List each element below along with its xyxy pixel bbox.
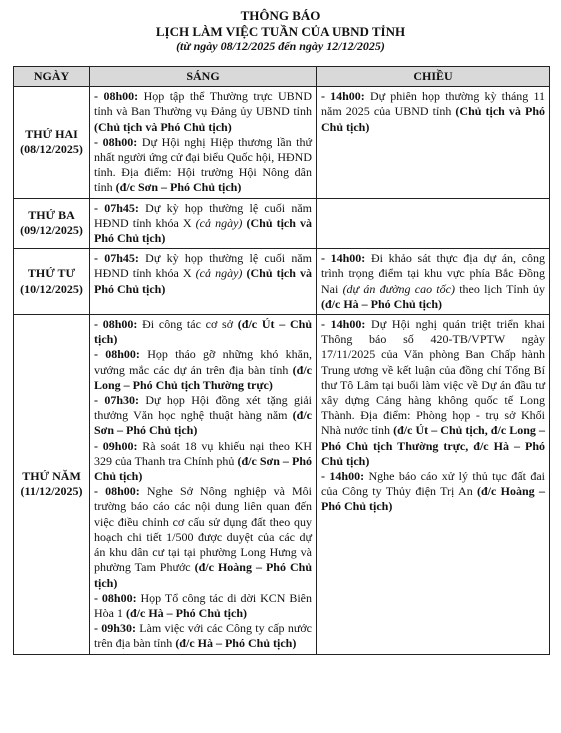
schedule-item [94, 251, 312, 297]
schedule-item [94, 591, 312, 621]
schedule-item [94, 317, 312, 347]
day-row [14, 249, 550, 315]
afternoon-cell [317, 315, 550, 654]
day-cell [14, 249, 90, 315]
item-time: - 07h45: [94, 251, 139, 266]
item-assignee: (đ/c Hà – Phó Chủ tịch) [321, 296, 443, 311]
schedule-item [94, 439, 312, 485]
item-assignee: (đ/c Sơn – Phó Chủ tịch) [94, 453, 313, 484]
item-text: Nghe Sở Nông nghiệp và Môi trường báo cáo các nội dung liên quan đến việc điều chỉnh cơ cấu sử dụng đất theo quy hoạch chi tiết 1/500 được duyệt của các dự án khu dân cư tại tại phường Long Hưng và phường Tam Phước [94, 484, 312, 575]
item-text: Dự họp Hội đồng xét tặng giải thưởng Văn học nghệ thuật hàng năm [94, 393, 313, 423]
item-assignee: (đ/c Hà – Phó Chủ tịch) [126, 605, 248, 620]
item-text: Dự Hội nghị quán triệt triển khai Thông báo số 420-TB/VPTW ngày 17/11/2025 của Văn phòng Ban Chấp hành Trung ương về kết luận của đồng chí Tổng Bí thư Tô Lâm tại buổi làm việc về Dự án đầu tư xây dựng Cảng hàng không quốc tế Long Thành. Địa điểm: Phòng họp - trụ sở Khối Nhà nước tỉnh [321, 317, 545, 438]
schedule-item [321, 469, 545, 515]
col-header-afternoon: CHIỀU [317, 67, 550, 87]
item-text: Rà soát 18 vụ khiếu nại theo KH 329 của Thanh tra Chính phủ [94, 438, 312, 468]
item-text: Làm việc với các Công ty cấp nước trên địa bàn tỉnh [94, 621, 312, 651]
item-text: Đi công tác cơ sở [137, 317, 238, 332]
item-time: - 14h00: [321, 89, 365, 104]
item-assignee: (Chủ tịch và Phó Chủ tịch) [94, 119, 232, 134]
schedule-table [13, 66, 550, 655]
item-note: (dự án đường cao tốc) [342, 281, 455, 296]
item-time: - 09h30: [94, 621, 136, 636]
schedule-item [94, 621, 312, 651]
item-time: - 08h00: [94, 89, 139, 104]
schedule-item [94, 89, 312, 135]
item-assignee: (đ/c Út – Chủ tịch) [94, 317, 312, 347]
schedule-item [94, 347, 312, 393]
item-text: Dự phiên họp thường kỳ tháng 11 năm 2025 của UBND tỉnh [321, 89, 545, 119]
day-row [14, 87, 550, 198]
item-assignee: (đ/c Hoàng – Phó Chủ tịch) [321, 484, 545, 514]
day-cell [14, 87, 90, 198]
item-assignee: (Chủ tịch và Phó Chủ tịch) [94, 215, 312, 246]
item-text: Dự kỳ họp thường lệ cuối năm HĐND tỉnh khóa X [94, 251, 312, 281]
item-time: - 14h00: [321, 469, 365, 484]
day-name: THỨ NĂM [22, 469, 81, 484]
notice-title: THÔNG BÁO [240, 8, 321, 23]
item-time: - 08h00: [94, 134, 138, 149]
item-assignee: (đ/c Sơn – Phó Chủ tịch) [94, 408, 312, 438]
item-assignee: (Chủ tịch và Phó Chủ tịch) [94, 266, 312, 296]
schedule-item [94, 393, 312, 439]
afternoon-cell [317, 198, 550, 249]
morning-cell [90, 87, 317, 198]
header-row [14, 67, 550, 87]
date-range: (từ ngày 08/12/2025 đến ngày 12/12/2025) [176, 39, 385, 53]
schedule-item [321, 89, 545, 135]
day-name: THỨ TƯ [27, 266, 76, 281]
schedule-item [94, 201, 312, 247]
notice-subtitle: LỊCH LÀM VIỆC TUẦN CỦA UBND TỈNH [155, 24, 406, 39]
col-header-morning: SÁNG [90, 67, 317, 87]
item-text: Dự Hội nghị Hiệp thương lần thứ nhất người ứng cử đại biểu Quốc hội, HĐND tỉnh. Địa điểm: Hội trường Hội Nông dân tỉnh [94, 134, 313, 195]
day-date: (10/12/2025) [20, 281, 83, 296]
item-time: - 08h00: [94, 590, 137, 605]
col-header-day: NGÀY [14, 67, 90, 87]
item-time: - 14h00: [321, 317, 366, 332]
item-text: Đi khảo sát thực địa dự án, công trình trọng điểm tại khu vực phía Bắc Đồng Nai [321, 251, 546, 296]
day-cell [14, 315, 90, 654]
afternoon-cell [317, 87, 550, 198]
item-text: theo lịch Tỉnh ủy [454, 281, 545, 296]
day-name: THỨ BA [28, 208, 75, 223]
item-text: Nghe báo cáo xử lý thủ tục đất đai của Công ty Thủy điện Trị An [321, 469, 545, 499]
item-note: (cả ngày) [195, 215, 243, 230]
item-text: Họp Tổ công tác di dời KCN Biên Hòa 1 [94, 590, 313, 620]
day-name: THỨ HAI [25, 127, 78, 142]
item-time: - 07h30: [94, 393, 140, 408]
day-cell [14, 198, 90, 249]
item-assignee: (Chủ tịch và Phó Chủ tịch) [321, 104, 546, 134]
day-date: (09/12/2025) [20, 223, 83, 238]
schedule-item [94, 484, 312, 590]
item-note: (cả ngày) [195, 266, 243, 281]
schedule-item [321, 317, 545, 469]
item-assignee: (đ/c Út – Chủ tịch, đ/c Long – Phó Chủ tịch Thường trực, đ/c Hà – Phó Chủ tịch) [321, 423, 545, 468]
item-time: - 07h45: [94, 200, 139, 215]
item-assignee: (đ/c Long – Phó Chủ tịch Thường trực) [94, 362, 312, 392]
item-time: - 08h00: [94, 484, 140, 499]
item-time: - 08h00: [94, 347, 140, 362]
afternoon-cell [317, 249, 550, 315]
schedule-item [321, 251, 545, 312]
day-row [14, 198, 550, 249]
notice-header [0, 8, 561, 54]
morning-cell [90, 249, 317, 315]
item-assignee: (đ/c Hoàng – Phó Chủ tịch) [94, 560, 312, 590]
item-text: Dự kỳ họp thường lệ cuối năm HĐND tỉnh khóa X [94, 200, 312, 230]
item-time: - 14h00: [321, 251, 366, 266]
day-date: (08/12/2025) [20, 142, 83, 157]
morning-cell [90, 315, 317, 654]
item-assignee: (đ/c Hà – Phó Chủ tịch) [175, 636, 297, 651]
item-time: - 08h00: [94, 317, 138, 332]
morning-cell [90, 198, 317, 249]
item-assignee: (đ/c Sơn – Phó Chủ tịch) [115, 180, 242, 195]
schedule-item [94, 135, 312, 196]
item-time: - 09h00: [94, 438, 138, 453]
item-text: Họp tháo gỡ những khó khăn, vướng mắc các dự án trên địa bàn tỉnh [94, 347, 312, 377]
day-date: (11/12/2025) [20, 484, 83, 499]
item-text: Họp tập thể Thường trực UBND tỉnh và Ban Thường vụ Đảng ủy UBND tỉnh [94, 89, 312, 119]
day-row [14, 315, 550, 654]
